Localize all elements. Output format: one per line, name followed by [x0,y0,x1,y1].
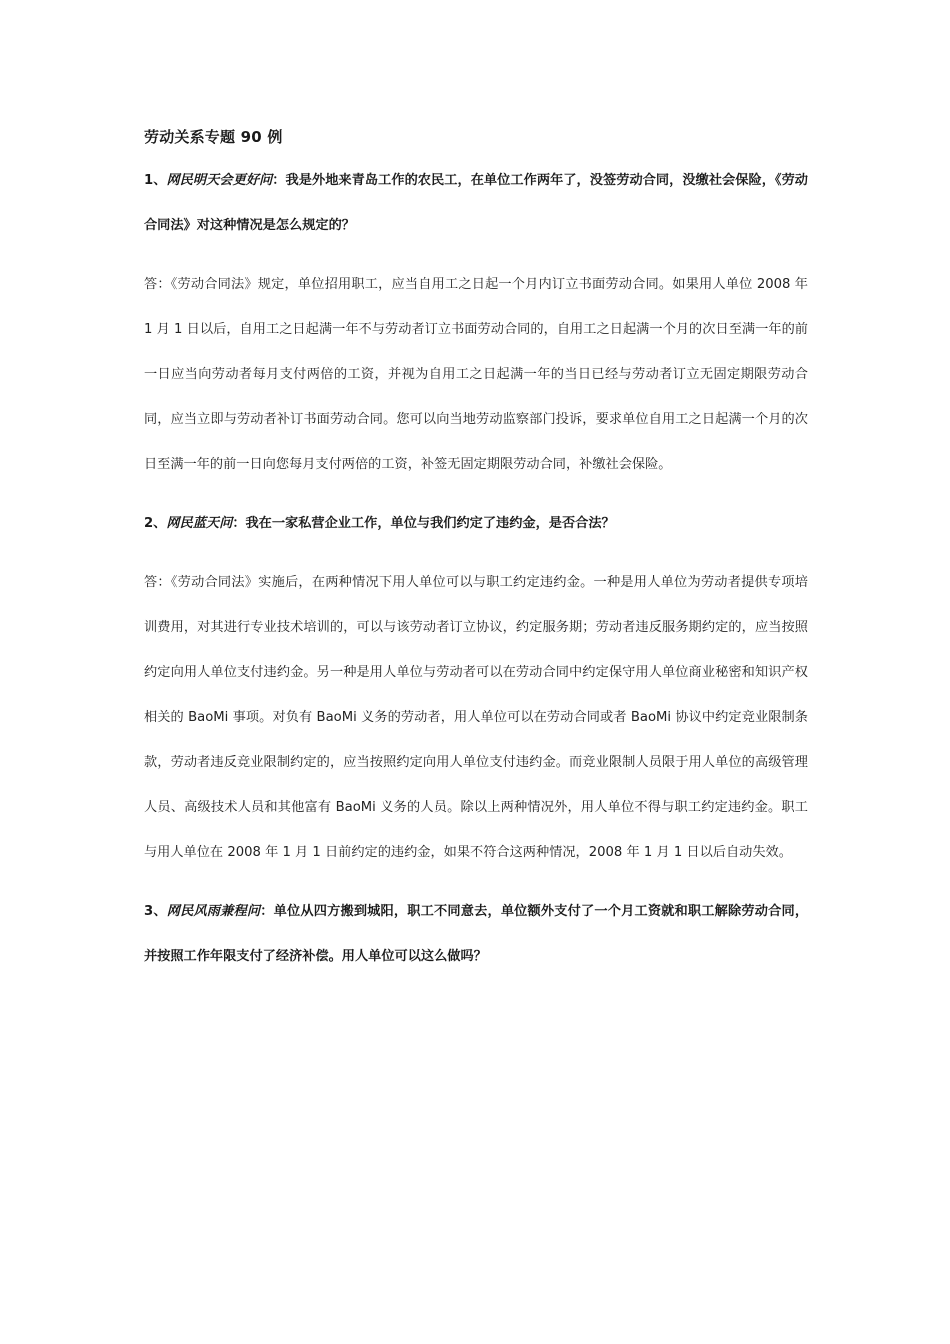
question-1 [144,158,808,248]
question-number: 2、 [144,516,167,531]
question-text: 我在一家私营企业工作，单位与我们约定了违约金，是否合法？ [245,516,615,531]
question-asker: 网民明天会更好问 [166,173,273,188]
question-2 [144,501,808,546]
answer-1: 答：《劳动合同法》规定，单位招用职工，应当自用工之日起一个月内订立书面劳动合同。如果用人单位 2008 年 1 月 1 日以后，自用工之日起满一年不与劳动者订立书面劳动合同的，自用工之日起满一个月的次日至满一年的前一日应当向劳动者每月支付两倍的工资，并视为自用工之日起满一年的当日已经与劳动者订立无固定期限劳动合同，应当立即与劳动者补订书面劳动合同。您可以向当地劳动监察部门投诉，要求单位自用工之日起满一个月的次日至满一年的前一日向您每月支付两倍的工资，补签无固定期限劳动合同，补缴社会保险。 [144,277,808,472]
question-number: 1、 [144,173,167,188]
question-colon: ： [272,173,286,188]
question-text: 单位从四方搬到城阳，职工不同意去，单位额外支付了一个月工资就和职工解除劳动合同，并按照工作年限支付了经济补偿。用人单位可以这么做吗？ [144,904,809,964]
question-colon: ： [232,516,246,531]
question-colon: ： [260,904,274,919]
question-number: 3、 [144,904,167,919]
answer-2: 答：《劳动合同法》实施后，在两种情况下用人单位可以与职工约定违约金。一种是用人单位为劳动者提供专项培训费用，对其进行专业技术培训的，可以与该劳动者订立协议，约定服务期；劳动者违反服务期约定的，应当按照约定向用人单位支付违约金。另一种是用人单位与劳动者可以在劳动合同中约定保守用人单位商业秘密和知识产权相关的 BaoMi 事项。对负有 BaoMi 义务的劳动者，用人单位可以在劳动合同或者 BaoMi 协议中约定竞业限制条款，劳动者违反竞业限制约定的，应当按照约定向用人单位支付违约金。而竞业限制人员限于用人单位的高级管理人员、高级技术人员和其他富有 BaoMi 义务的人员。除以上两种情况外，用人单位不得与职工约定违约金。职工与用人单位在 2008 年 1 月 1 日前约定的违约金，如果不符合这两种情况，2008 年 1 月 1 日以后自动失效。 [144,575,808,860]
question-asker: 网民蓝天问 [166,516,233,531]
question-asker: 网民风雨兼程问 [166,904,261,919]
document-body [144,120,808,993]
document-title: 劳动关系专题 90 例 [144,128,283,146]
question-3 [144,889,808,979]
question-text: 我是外地来青岛工作的农民工，在单位工作两年了，没签劳动合同，没缴社会保险，《劳动合同法》对这种情况是怎么规定的？ [144,173,808,233]
